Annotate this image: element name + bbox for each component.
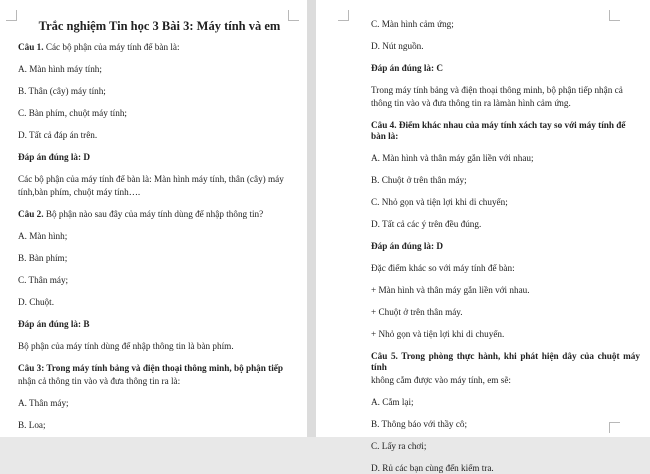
q4-explanation: Đặc điểm khác so với máy tính để bàn: [371, 263, 515, 273]
q1-option-c: C. Bàn phím, chuột máy tính; [18, 108, 127, 118]
question-3-line-1: Câu 3: Trong máy tính bảng và điện thoại thông minh, bộ phận tiếp [18, 363, 283, 373]
question-2-label: Câu 2. [18, 209, 44, 219]
q5-option-d: D. Rủ các bạn cùng đến kiểm tra. [371, 463, 494, 473]
q1-option-d: D. Tất cả đáp án trên. [18, 130, 98, 140]
q1-explanation-line-1: Các bộ phận của máy tính để bàn là: Màn hình máy tính, thân (cây) máy [18, 174, 284, 184]
q3-option-c: C. Màn hình cảm ứng; [371, 19, 454, 29]
q4-point-2: + Chuột ở trên thân máy. [371, 307, 463, 317]
q5-option-c: C. Lấy ra chơi; [371, 441, 427, 451]
q3-option-a: A. Thân máy; [18, 398, 69, 408]
q4-point-1: + Màn hình và thân máy gắn liền với nhau. [371, 285, 530, 295]
question-2 [18, 209, 295, 220]
document-page-right [316, 0, 650, 473]
q3-explanation-line-1: Trong máy tính bảng và điện thoại thông minh, bộ phận tiếp nhận cả [371, 85, 623, 95]
question-5-line-2: không cắm được vào máy tính, em sẽ: [371, 375, 511, 385]
q1-answer: Đáp án đúng là: D [18, 152, 90, 162]
q2-answer: Đáp án đúng là: B [18, 319, 90, 329]
margin-mark-right-page-top-left [338, 10, 349, 21]
document-title: Trắc nghiệm Tin học 3 Bài 3: Máy tính và em [38, 19, 281, 33]
margin-mark-right-page-top-right [609, 10, 620, 21]
q2-option-a: A. Màn hình; [18, 231, 68, 241]
q4-option-d: D. Tất cả các ý trên đều đúng. [371, 219, 482, 229]
q5-option-a: A. Cắm lại; [371, 397, 414, 407]
q2-explanation: Bộ phận của máy tính dùng để nhập thông tin là bàn phím. [18, 341, 234, 351]
q4-option-a: A. Màn hình và thân máy gắn liền với nhau; [371, 153, 534, 163]
question-5-line-1: Câu 5. Trong phòng thực hành, khi phát hiện dây của chuột máy tính [371, 351, 643, 372]
q1-explanation-line-2: tính,bàn phím, chuột máy tính…. [18, 187, 141, 197]
question-1-label: Câu 1. [18, 42, 44, 52]
q2-option-c: C. Thân máy; [18, 275, 69, 285]
q5-option-b: B. Thông báo với thầy cô; [371, 419, 468, 429]
question-3-line-2: nhận cả thông tin vào và đưa thông tin ra là: [18, 376, 181, 386]
margin-mark-top-right [288, 10, 299, 21]
q3-option-d: D. Nút nguồn. [371, 41, 424, 51]
q4-option-b: B. Chuột ở trên thân máy; [371, 175, 467, 185]
q2-option-b: B. Bàn phím; [18, 253, 68, 263]
q4-option-c: C. Nhỏ gọn và tiện lợi khi di chuyển; [371, 197, 508, 207]
q4-answer: Đáp án đúng là: D [371, 241, 443, 251]
q2-option-d: D. Chuột. [18, 297, 54, 307]
margin-mark-top-left [6, 10, 17, 21]
q4-point-3: + Nhỏ gọn và tiện lợi khi di chuyển. [371, 329, 505, 339]
document-page-left [0, 0, 307, 437]
margin-mark-right-page-bottom-right [609, 422, 620, 433]
question-4: Câu 4. Điểm khác nhau của máy tính xách tay so với máy tính để bàn là: [371, 120, 628, 141]
page-gap [307, 0, 316, 437]
question-1 [18, 42, 295, 53]
question-1-text: Các bộ phận của máy tính để bàn là: [43, 42, 180, 52]
q1-option-b: B. Thân (cây) máy tính; [18, 86, 106, 96]
q3-answer: Đáp án đúng là: C [371, 63, 443, 73]
q3-option-b: B. Loa; [18, 420, 46, 430]
question-2-text: Bộ phận nào sau đây của máy tính dùng để nhập thông tin? [43, 209, 264, 219]
q3-explanation-line-2: thông tin vào và đưa thông tin ra làmàn hình cảm ứng. [371, 98, 571, 108]
q1-option-a: A. Màn hình máy tính; [18, 64, 102, 74]
